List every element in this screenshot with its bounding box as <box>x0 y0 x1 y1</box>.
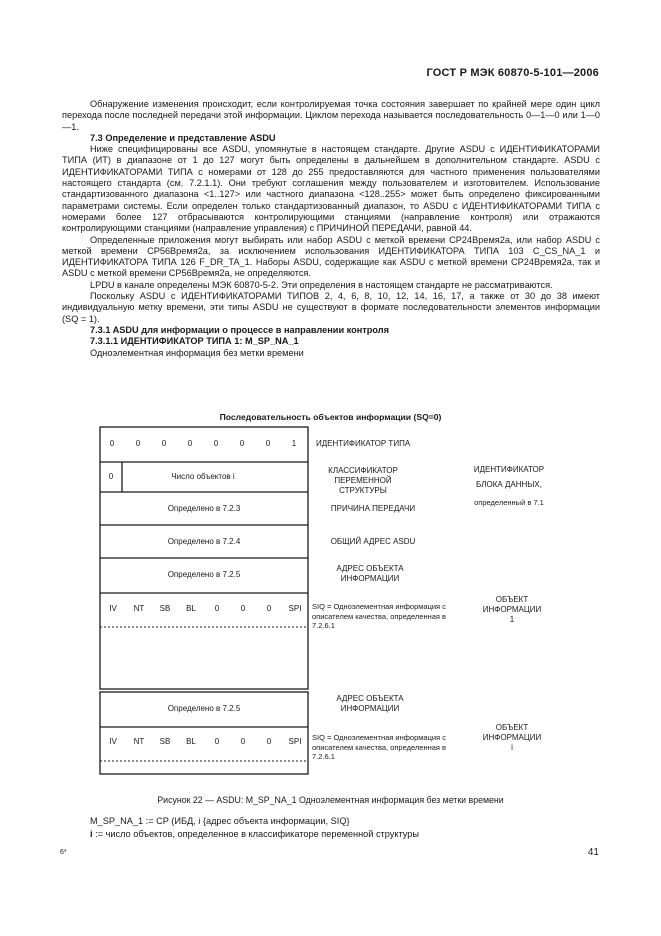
footer-mark: 6* <box>60 849 67 856</box>
header-standard: ГОСТ Р МЭК 60870-5-101—2006 <box>426 67 599 79</box>
siq-bit-spi-i: SPI <box>288 737 302 746</box>
type-bit-6: 0 <box>161 439 167 448</box>
paragraph-lpdu: LPDU в канале определены МЭК 60870-5-2. Эти определения в настоящем стандарте не рассматриваются. <box>90 279 553 290</box>
heading-7-3-1-1: 7.3.1.1 ИДЕНТИФИКАТОР ТИПА 1: M_SP_NA_1 <box>90 336 299 347</box>
sq-bit: 0 <box>108 472 114 481</box>
defined-7-2-5-obj1: Определено в 7.2.5 <box>167 570 241 579</box>
heading-7-3: 7.3 Определение и представление ASDU <box>90 132 276 143</box>
figure-caption: Рисунок 22 — ASDU: M_SP_NA_1 Одноэлементная информация без метки времени <box>157 795 504 805</box>
paragraph-type-ids: Поскольку ASDU с ИДЕНТИФИКАТОРАМИ ТИПОВ 2, 4, 6, 8, 10, 12, 14, 16, 17, а также от 30 до 38 имеют индивидуальную метку времени, эти типы ASDU не существуют в формате последовательности элементов информации (SQ = 1). <box>62 291 600 324</box>
paragraph-asdu-spec: Ниже специфицированы все ASDU, упомянутые в настоящем стандарте. Другие ASDU с ИДЕНТИФИКАТОРАМИ ТИПА (ИТ) в диапазоне от 1 до 127 могут быть определены в дальнейшем в дополнительном стандарте. ASDU с ИДЕНТИФИКАТОРАМИ ТИПА с номерами от 128 до 255 предоставляются для частного применения пользователями настоящего стандарта (см. 7.2.1.1). Они требуют соглашения между пользователем и изготовителем. Использование стандартизованного диапазона <1..127> или частного диапазона <128..255> может быть определено фиксированными параметрами системы. Если определен только стандартизованный диапазон, то ASDU с ИДЕНТИФИКАТОРАМИ ТИПА с номерами более 127 отбрасываются контролирующими станциями (направление контроля) или отражаются контролирующими станциями (направление управления) с ПРИЧИНОЙ ПЕРЕДАЧИ, равной 44. <box>62 144 600 234</box>
label-type-id: ИДЕНТИФИКАТОР ТИПА <box>316 439 411 448</box>
label-cot: ПРИЧИНА ПЕРЕДАЧИ <box>330 504 416 513</box>
paragraph-single-point: Одноэлементная информация без метки времени <box>90 347 304 358</box>
group-dui-sub: определенный в 7.1 <box>474 498 544 507</box>
count-label: Число объектов i <box>171 472 235 481</box>
formula-var-i: i <box>90 829 93 839</box>
formula-line-1: M_SP_NA_1 := CP (ИБД, i {адрес объекта информации, SIQ} <box>90 816 350 826</box>
group-object-1: ОБЪЕКТ ИНФОРМАЦИИ 1 <box>482 595 542 624</box>
siq-bit-bl: BL <box>186 604 196 613</box>
defined-7-2-4: Определено в 7.2.4 <box>167 537 241 546</box>
siq-bit-0c: 0 <box>266 604 272 613</box>
figure-title: Последовательность объектов информации (SQ=0) <box>219 412 442 422</box>
label-ioa-obj1: АДРЕС ОБЪЕКТА ИНФОРМАЦИИ <box>336 564 404 583</box>
defined-7-2-5-obji: Определено в 7.2.5 <box>167 704 241 713</box>
defined-7-2-3: Определено в 7.2.3 <box>167 504 241 513</box>
siq-bit-iv-i: IV <box>109 737 117 746</box>
paragraph-change-detection: Обнаружение изменения происходит, если контролируемая точка состояния завершает по крайней мере один цикл перехода после последней передачи этой информации. Циклом перехода называется последовательность 0—1—0 или 1—0—1. <box>62 99 600 132</box>
siq-bit-0a-i: 0 <box>214 737 220 746</box>
formula-line-2-text: := число объектов, определенное в классификаторе переменной структуры <box>92 829 419 839</box>
formula-line-2 <box>90 828 419 840</box>
label-vsq: КЛАССИФИКАТОР ПЕРЕМЕННОЙ СТРУКТУРЫ <box>328 466 398 495</box>
group-object-i: ОБЪЕКТ ИНФОРМАЦИИ i <box>482 723 542 752</box>
siq-bit-iv: IV <box>109 604 117 613</box>
label-siq-obj1: SIQ = Одноэлементная информация с описателем качества, определенная в 7.2.6.1 <box>312 602 447 630</box>
siq-bit-spi: SPI <box>288 604 302 613</box>
asdu-diagram <box>98 424 558 776</box>
siq-bit-nt: NT <box>133 604 145 613</box>
siq-bit-0b: 0 <box>240 604 246 613</box>
type-bit-4: 0 <box>213 439 219 448</box>
page-number: 41 <box>587 847 599 858</box>
group-dui-title: ИДЕНТИФИКАТОР БЛОКА ДАННЫХ, <box>473 465 545 489</box>
siq-bit-sb: SB <box>159 604 171 613</box>
type-bit-5: 0 <box>187 439 193 448</box>
siq-bit-0c-i: 0 <box>266 737 272 746</box>
type-bit-7: 0 <box>135 439 141 448</box>
label-ioa-obji: АДРЕС ОБЪЕКТА ИНФОРМАЦИИ <box>336 694 404 713</box>
siq-bit-nt-i: NT <box>133 737 145 746</box>
siq-bit-0b-i: 0 <box>240 737 246 746</box>
heading-7-3-1: 7.3.1 ASDU для информации о процессе в направлении контроля <box>90 324 389 335</box>
siq-bit-bl-i: BL <box>186 737 196 746</box>
siq-bit-0a: 0 <box>214 604 220 613</box>
body-text <box>62 99 600 359</box>
label-siq-obji: SIQ = Одноэлементная информация с описателем качества, определенная в 7.2.6.1 <box>312 733 447 761</box>
type-bit-2: 0 <box>265 439 271 448</box>
type-bit-1: 1 <box>291 439 297 448</box>
label-ca: ОБЩИЙ АДРЕС ASDU <box>330 537 416 546</box>
type-bit-3: 0 <box>239 439 245 448</box>
type-bit-8: 0 <box>109 439 115 448</box>
paragraph-time-tag: Определенные приложения могут выбирать или набор ASDU с меткой времени CP24Время2а, или набор ASDU с меткой времени CP56Время2а, за исключением использования ИДЕНТИФИКАТОРА ТИПА 103 C_CS_NA_1 и ИДЕНТИФИКАТОРА ТИПА 126 F_DR_TA_1. Наборы ASDU, содержащие как ASDU с меткой времени CP24Время2а, так и ASDU с меткой времени CP56Время2а, не определяются. <box>62 234 600 279</box>
siq-bit-sb-i: SB <box>159 737 171 746</box>
